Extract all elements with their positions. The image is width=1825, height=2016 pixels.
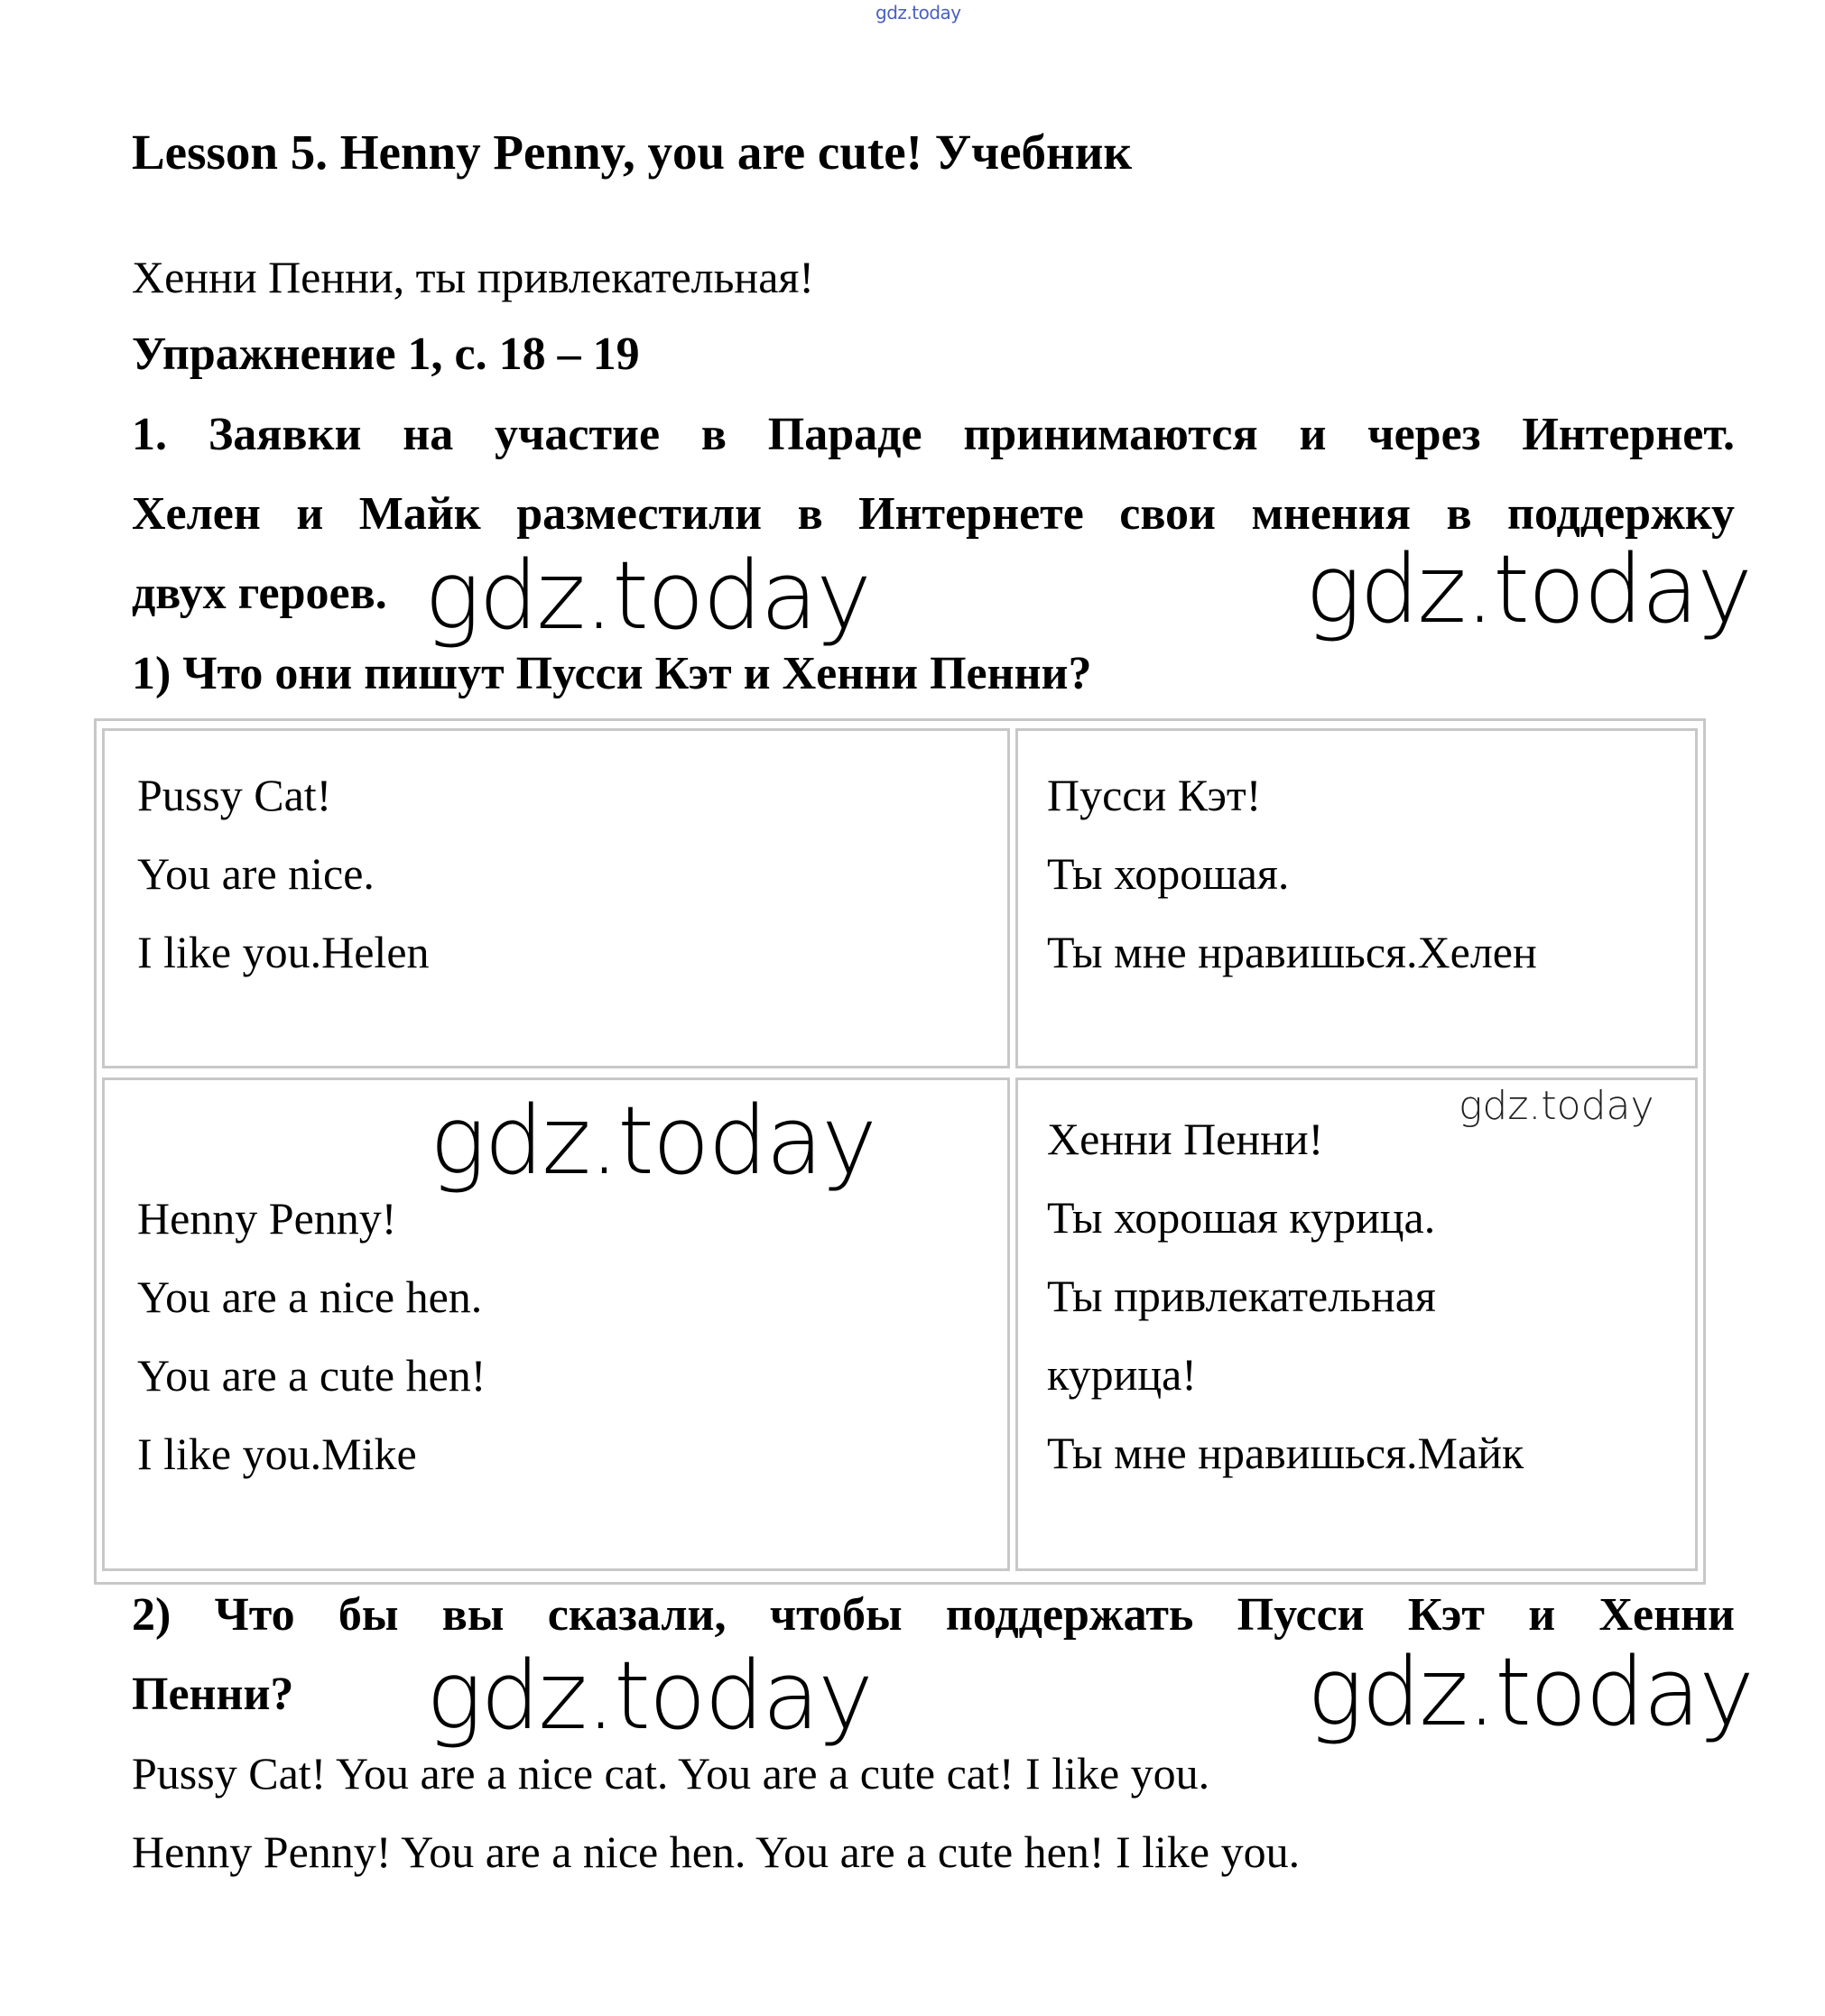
text-line: Pussy Cat! (137, 770, 332, 820)
text-line: Henny Penny! (137, 1193, 397, 1244)
page-title: Lesson 5. Henny Penny, you are cute! Учебник (132, 125, 1133, 180)
cell-text (1047, 756, 1537, 992)
cell-text (137, 1179, 486, 1494)
text-line: Ты привлекательная (1047, 1271, 1436, 1321)
watermark: gdz.today (1307, 1637, 1753, 1747)
text-line: Хенни Пенни! (1047, 1114, 1324, 1164)
watermark: gdz.today (1459, 1083, 1654, 1129)
text-line: You are a nice hen. (137, 1272, 483, 1322)
text-line: Ты мне нравишься.Хелен (1047, 927, 1537, 977)
subtitle: Хенни Пенни, ты привлекательная! (132, 252, 815, 302)
cell-text (1047, 1100, 1524, 1493)
question-1: 1) Что они пишут Пусси Кэт и Хенни Пенни? (132, 648, 1092, 699)
text-line: Ты мне нравишься.Майк (1047, 1428, 1524, 1478)
text-line: курица! (1047, 1349, 1197, 1400)
text-line: Ты хорошая курица. (1047, 1192, 1436, 1243)
watermark: gdz.today (430, 1086, 875, 1196)
exercise-heading: Упражнение 1, с. 18 – 19 (132, 328, 640, 380)
watermark: gdz.today (1305, 534, 1751, 644)
top-watermark: gdz.today (875, 2, 961, 23)
watermark: gdz.today (426, 1641, 872, 1751)
text-line: Ты хорошая. (1047, 848, 1290, 899)
answer-table (94, 718, 1706, 1585)
question-2-line-2: Пенни? (132, 1669, 294, 1720)
answer-line-2: Henny Penny! You are a nice hen. You are a cute hen! I like you. (132, 1826, 1301, 1877)
text-line: You are nice. (137, 848, 375, 899)
task-1-line-1: 1. Заявки на участие в Параде принимаются и через Интернет. (132, 409, 1735, 460)
answer-line-1: Pussy Cat! You are a nice cat. You are a cute cat! I like you. (132, 1748, 1210, 1799)
table-cell-henny-russian (1015, 1077, 1698, 1571)
cell-text (137, 756, 430, 992)
text-line: I like you.Helen (137, 927, 430, 977)
text-line: Пусси Кэт! (1047, 770, 1262, 820)
table-cell-pussy-english (102, 728, 1010, 1068)
table-cell-henny-english (102, 1077, 1010, 1571)
table-cell-pussy-russian (1015, 728, 1698, 1068)
task-1-line-2: Хелен и Майк разместили в Интернете свои мнения в поддержку (132, 488, 1735, 540)
task-1-line-3: двух героев. (132, 568, 387, 619)
question-2-line-1: 2) Что бы вы сказали, чтобы поддержать Пусси Кэт и Хенни (132, 1589, 1735, 1641)
watermark: gdz.today (424, 541, 870, 651)
text-line: You are a cute hen! (137, 1350, 486, 1401)
text-line: I like you.Mike (137, 1429, 417, 1479)
